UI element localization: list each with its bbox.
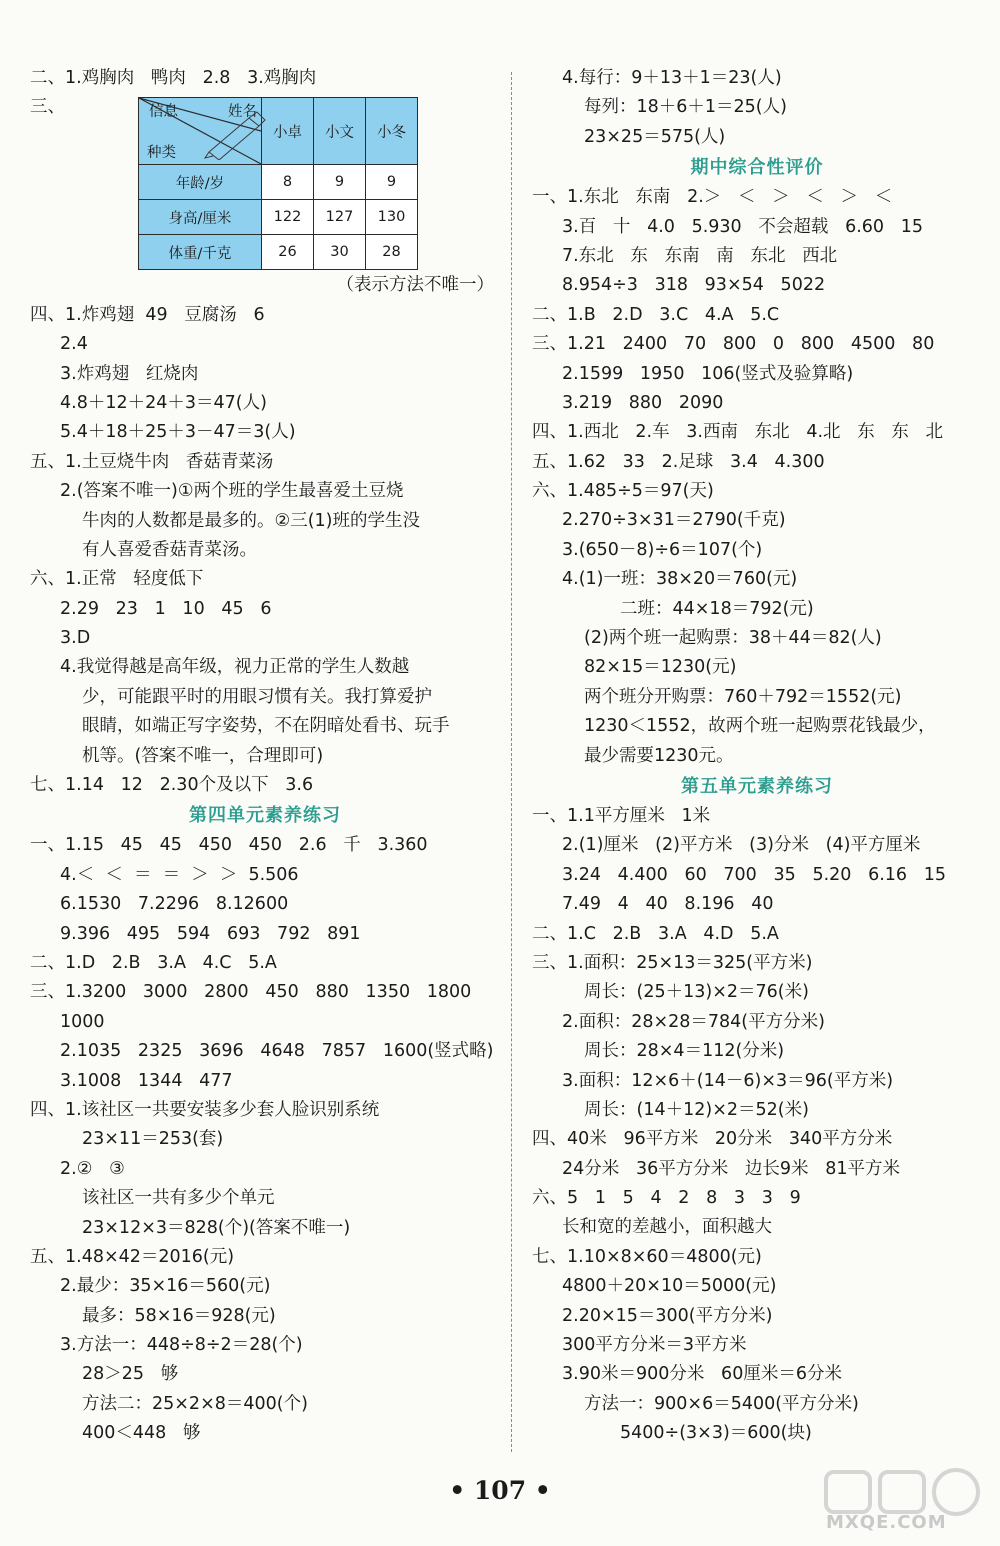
left-column	[30, 64, 500, 1449]
answer-line: 二、1.C 2.B 3.A 4.D 5.A	[532, 923, 779, 944]
pencil-icon	[201, 108, 271, 160]
answer-line: 4.我觉得越是高年级，视力正常的学生人数越	[60, 657, 410, 678]
answer-line: 3.百 十 4.0 5.930 不会超载 6.60 15	[562, 216, 923, 237]
answer-line: 23×25＝575(人)	[584, 126, 726, 147]
answer-line: 周长：(14＋12)×2＝52(米)	[584, 1099, 809, 1120]
answer-line: 4.＜ ＜ ＝ ＝ ＞ ＞ 5.506	[60, 864, 299, 885]
answer-line: 牛肉的人数都是最多的。②三(1)班的学生没	[82, 510, 420, 531]
answer-line: 五、1.土豆烧牛肉 香菇青菜汤	[30, 451, 274, 472]
answer-line: 二、1.鸡胸肉 鸭肉 2.8 3.鸡胸肉	[30, 68, 317, 88]
header-zhonglei: 种类	[147, 145, 176, 162]
info-table-block	[30, 93, 500, 271]
table-row	[139, 235, 418, 270]
table-cell: 130	[366, 200, 418, 235]
answer-line: (2)两个班一起购票：38＋44＝82(人)	[584, 628, 882, 649]
table-cell: 122	[262, 200, 314, 235]
answer-line: 4800＋20×10＝5000(元)	[562, 1276, 777, 1297]
table-cell: 30	[314, 235, 366, 270]
answer-line: 四、40米 96平方米 20分米 340平方分米	[532, 1129, 893, 1150]
answer-line: 二班：44×18＝792(元)	[620, 598, 814, 619]
column-divider	[511, 72, 512, 1452]
right-column	[532, 64, 982, 1449]
answer-line: 二、1.B 2.D 3.C 4.A 5.C	[532, 304, 780, 325]
answer-line: 最少需要1230元。	[584, 745, 734, 766]
answer-line: 少，可能跟平时的用眼习惯有关。我打算爱护	[82, 686, 432, 707]
answer-line: 2.1599 1950 106(竖式及验算略)	[562, 363, 854, 384]
answer-line: 该社区一共有多少个单元	[82, 1188, 275, 1209]
answer-line: 最多：58×16＝928(元)	[82, 1305, 276, 1326]
row-label: 身高/厘米	[139, 200, 262, 235]
answer-line: 4.(1)一班：38×20＝760(元)	[562, 569, 798, 590]
answer-line: 24分米 36平方分米 边长9米 81平方米	[562, 1158, 901, 1179]
section-label: 三、	[30, 97, 65, 118]
answer-line: 400＜448 够	[82, 1423, 201, 1444]
answer-line: 3.24 4.400 60 700 35 5.20 6.16 15	[562, 864, 947, 885]
watermark-text: MXQE.COM	[826, 1512, 947, 1533]
answer-line: 1230＜1552，故两个班一起购票花钱最少，	[584, 716, 936, 737]
answer-line: 3.炸鸡翅 红烧肉	[60, 363, 199, 384]
section-heading: 第五单元素养练习	[681, 775, 833, 797]
answer-line: 2.面积：28×28＝784(平方分米)	[562, 1011, 825, 1032]
table-cell: 127	[314, 200, 366, 235]
header-xingming: 姓名	[228, 104, 257, 121]
answer-line: 2.(1)厘米 (2)平方米 (3)分米 (4)平方厘米	[562, 835, 921, 856]
answer-line: 82×15＝1230(元)	[584, 657, 737, 678]
answer-line: 机等。(答案不唯一，合理即可)	[82, 745, 324, 766]
answer-line: 2.4	[60, 334, 88, 355]
answer-line: 三、1.21 2400 70 800 0 800 4500 80	[532, 334, 935, 355]
answer-line: 三、1.3200 3000 2800 450 880 1350 1800	[30, 982, 472, 1003]
table-row	[139, 165, 418, 200]
answer-line: 五、1.62 33 2.足球 3.4 4.300	[532, 451, 825, 472]
answer-line: 4.每行：9＋13＋1＝23(人)	[562, 68, 782, 88]
answer-line: 28＞25 够	[82, 1364, 179, 1385]
answer-line: 六、1.485÷5＝97(天)	[532, 481, 714, 502]
answer-line: 4.8＋12＋24＋3＝47(人)	[60, 392, 267, 413]
table-cell: 8	[262, 165, 314, 200]
answer-line: 9.396 495 594 693 792 891	[60, 923, 361, 944]
answer-line: 六、1.正常 轻度低下	[30, 569, 204, 590]
answer-line: 2.1035 2325 3696 4648 7857 1600(竖式略)	[60, 1041, 494, 1062]
answer-line: 1000	[60, 1011, 105, 1032]
table-header-diagonal	[139, 98, 262, 165]
name-cell: 小卓	[262, 98, 314, 165]
answer-line: 五、1.48×42＝2016(元)	[30, 1246, 235, 1267]
answer-line: 方法一：900×6＝5400(平方分米)	[584, 1393, 859, 1414]
answer-line: 二、1.D 2.B 3.A 4.C 5.A	[30, 952, 277, 973]
row-label: 体重/千克	[139, 235, 262, 270]
answer-line: 5.4＋18＋25＋3－47＝3(人)	[60, 422, 296, 443]
answer-line: 2.② ③	[60, 1158, 125, 1179]
answer-line: 周长：28×4＝112(分米)	[584, 1041, 785, 1062]
answer-line: 2.(答案不唯一)①两个班的学生最喜爱土豆烧	[60, 481, 404, 502]
answer-line: 四、1.炸鸡翅 49 豆腐汤 6	[30, 304, 265, 325]
table-row	[139, 200, 418, 235]
answer-line: 眼睛，如端正写字姿势，不在阴暗处看书、玩手	[82, 716, 450, 737]
answer-line: 四、1.该社区一共要安装多少套人脸识别系统	[30, 1099, 380, 1120]
answer-line: 一、1.东北 东南 2.＞ ＜ ＞ ＜ ＞ ＜	[532, 187, 893, 208]
answer-line: 三、1.面积：25×13＝325(平方米)	[532, 952, 813, 973]
answer-line: 7.49 4 40 8.196 40	[562, 894, 774, 915]
answer-line: 周长：(25＋13)×2＝76(米)	[584, 982, 809, 1003]
answer-line: 3.(650－8)÷6＝107(个)	[562, 539, 763, 560]
answer-line: 两个班分开购票：760＋792＝1552(元)	[584, 686, 902, 707]
section-heading: 期中综合性评价	[690, 157, 824, 179]
answer-line: 一、1.1平方厘米 1米	[532, 805, 711, 826]
answer-line: 23×12×3＝828(个)(答案不唯一)	[82, 1217, 351, 1238]
answer-line: 长和宽的差越小，面积越大	[562, 1217, 772, 1238]
answer-line: 23×11＝253(套)	[82, 1129, 224, 1150]
table-note: （表示方法不唯一）	[336, 275, 494, 296]
page-number: • 107 •	[449, 1476, 551, 1505]
answer-line: 7.东北 东 东南 南 东北 西北	[562, 245, 838, 266]
header-xinxi: 信息	[149, 104, 178, 121]
answer-line: 2.20×15＝300(平方分米)	[562, 1305, 773, 1326]
answer-line: 2.最少：35×16＝560(元)	[60, 1276, 271, 1297]
answer-line: 3.219 880 2090	[562, 392, 724, 413]
answer-line: 四、1.西北 2.车 3.西南 东北 4.北 东 东 北	[532, 422, 944, 443]
answer-line: 2.270÷3×31＝2790(千克)	[562, 510, 786, 531]
answer-line: 2.29 23 1 10 45 6	[60, 598, 272, 619]
section-heading: 第四单元素养练习	[189, 805, 341, 827]
info-table	[138, 97, 418, 270]
answer-line: 一、1.15 45 45 450 450 2.6 千 3.360	[30, 835, 428, 856]
answer-line: 3.D	[60, 628, 91, 649]
answer-line: 3.方法一：448÷8÷2＝28(个)	[60, 1335, 303, 1356]
answer-line: 3.90米＝900分米 60厘米＝6分米	[562, 1364, 842, 1385]
table-cell: 26	[262, 235, 314, 270]
table-cell: 9	[314, 165, 366, 200]
answer-line: 3.1008 1344 477	[60, 1070, 233, 1091]
name-cell: 小冬	[366, 98, 418, 165]
answer-line: 300平方分米＝3平方米	[562, 1335, 747, 1356]
answer-line: 6.1530 7.2296 8.12600	[60, 894, 289, 915]
table-cell: 28	[366, 235, 418, 270]
answer-line: 每列：18＋6＋1＝25(人)	[584, 97, 787, 118]
name-cell: 小文	[314, 98, 366, 165]
answer-line: 3.面积：12×6＋(14－6)×3＝96(平方米)	[562, 1070, 894, 1091]
answer-line: 8.954÷3 318 93×54 5022	[562, 275, 826, 296]
table-cell: 9	[366, 165, 418, 200]
answer-line: 六、5 1 5 4 2 8 3 3 9	[532, 1188, 801, 1209]
answer-line: 方法二：25×2×8＝400(个)	[82, 1393, 308, 1414]
answer-line: 5400÷(3×3)＝600(块)	[620, 1423, 812, 1444]
row-label: 年龄/岁	[139, 165, 262, 200]
answer-line: 七、1.14 12 2.30个及以下 3.6	[30, 775, 314, 796]
answer-line: 七、1.10×8×60＝4800(元)	[532, 1246, 762, 1267]
answer-line: 有人喜爱香菇青菜汤。	[82, 539, 257, 560]
